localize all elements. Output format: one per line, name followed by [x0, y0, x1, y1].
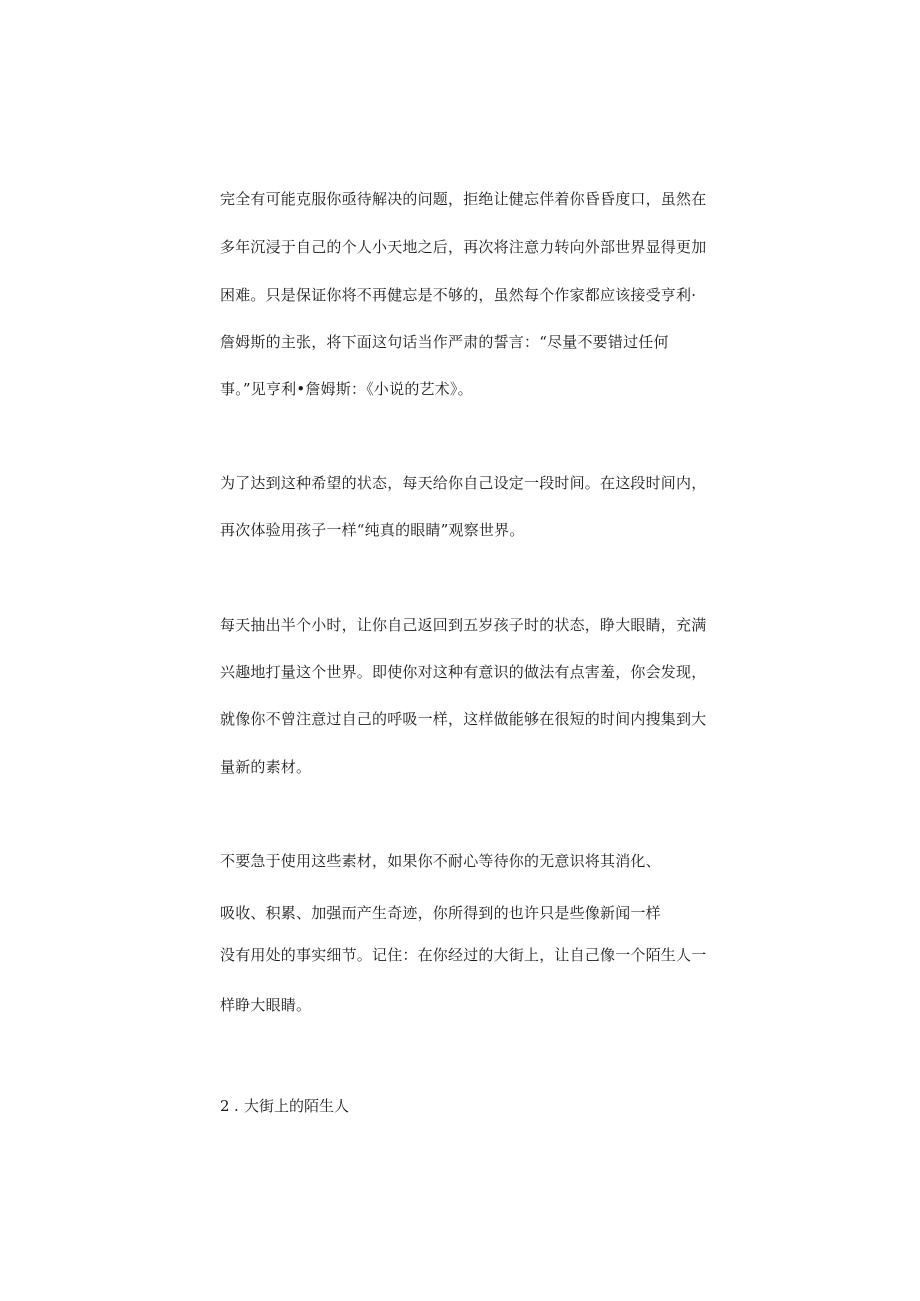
- text-line: 量新的素材。: [220, 758, 312, 776]
- text-line: 再次体验用孩子一样“纯真的眼睛”观察世界。: [220, 521, 525, 539]
- text-line: 困难。只是保证你将不再健忘是不够的，虽然每个作家都应该接受亨利·: [220, 286, 697, 304]
- section-separator: .: [234, 1097, 239, 1115]
- text-line: 为了达到这种希望的状态，每天给你自己设定一段时间。在这段时间内，: [220, 474, 707, 492]
- text-line: 没有用处的事实细节。记住：在你经过的大街上，让自己像一个陌生人一: [220, 946, 707, 964]
- text-line: 样睁大眼睛。: [220, 996, 312, 1014]
- text-line: 不要急于使用这些素材，如果你不耐心等待你的无意识将其消化、: [220, 852, 661, 870]
- text-line: 完全有可能克服你亟待解决的问题，拒绝让健忘伴着你昏昏度口，虽然在: [220, 190, 707, 208]
- text-line: 兴趣地打量这个世界。即使你对这种有意识的做法有点害羞，你会发现，: [220, 663, 707, 681]
- text-line: 詹姆斯的主张，将下面这句话当作严肃的誓言：“尽量不要错过任何: [220, 333, 669, 351]
- text-line: 事。”见亨利•詹姆斯：《小说的艺术》。: [220, 380, 473, 398]
- text-line: 吸收、积累、加强而产生奇迹，你所得到的也许只是些像新闻一样: [220, 904, 661, 922]
- text-line: 每天抽出半个小时，让你自己返回到五岁孩子时的状态，睁大眼睛，充满: [220, 616, 707, 634]
- text-line: 多年沉浸于自己的个人小天地之后，再次将注意力转向外部世界显得更加: [220, 238, 707, 256]
- section-title: 大街上的陌生人: [244, 1097, 350, 1115]
- text-line: 就像你不曾注意过自己的呼吸一样，这样做能够在很短的时间内搜集到大: [220, 710, 707, 728]
- section-heading: [220, 1096, 349, 1116]
- section-number: 2: [220, 1097, 230, 1115]
